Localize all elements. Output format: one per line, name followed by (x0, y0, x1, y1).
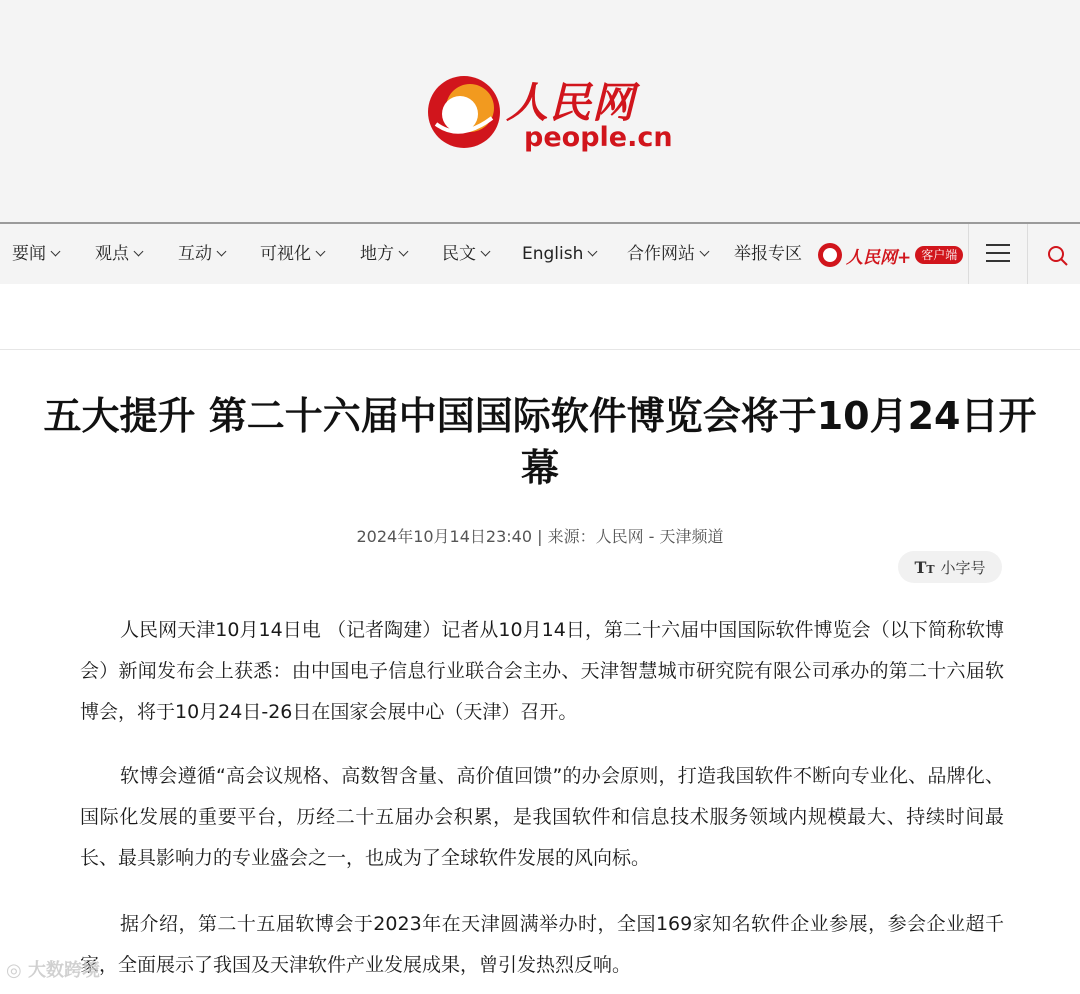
watermark (6, 956, 100, 982)
logo-domain-text: people.cn (524, 122, 673, 153)
nav-label: 地方 (360, 244, 394, 264)
nav-item-keshihua[interactable] (260, 224, 324, 284)
nav-label: 可视化 (260, 244, 311, 264)
nav-item-difang[interactable] (360, 224, 407, 284)
chevron-down-icon (134, 247, 144, 257)
font-size-button[interactable] (898, 551, 1002, 583)
article-paragraph: 人民网天津10月14日电 （记者陶建）记者从10月14日，第二十六届中国国际软件博览会（以下简称软博会）新闻发布会上获悉：由中国电子信息行业联合会主办、天津智慧城市研究院有限公司承办的第二十六届软博会，将于10月24日-26日在国家会展中心（天津）召开。 (80, 619, 1004, 723)
chevron-down-icon (481, 247, 491, 257)
app-download-link[interactable] (818, 242, 963, 268)
nav-item-minwen[interactable] (442, 224, 489, 284)
people-logo-emblem-icon (426, 72, 506, 152)
nav-label: 民文 (442, 244, 476, 264)
app-tag: 客户端 (915, 246, 963, 264)
nav-item-jubao[interactable] (734, 224, 802, 284)
article-title: 五大提升 第二十六届中国国际软件博览会将于10月24日开幕 (43, 394, 1037, 490)
article-paragraph: 软博会遵循“高会议规格、高数智含量、高价值回馈”的办会原则，打造我国软件不断向专业化、品牌化、国际化发展的重要平台，历经二十五届办会积累，是我国软件和信息技术服务领域内规模最大、持续时间最长、最具影响力的专业盛会之一，也成为了全球软件发展的风向标。 (80, 765, 1004, 869)
nav-label: 要闻 (12, 244, 46, 264)
article-meta: 2024年10月14日23:40 | 来源：人民网 - 天津频道 (356, 527, 724, 546)
nav-item-yaowen[interactable] (12, 224, 59, 284)
nav-divider (968, 224, 969, 284)
chevron-down-icon (51, 247, 61, 257)
nav-label: 互动 (178, 244, 212, 264)
nav-label: 观点 (95, 244, 129, 264)
search-icon[interactable] (1046, 244, 1070, 268)
chevron-down-icon (700, 247, 710, 257)
chevron-down-icon (217, 247, 227, 257)
nav-item-english[interactable] (522, 224, 596, 284)
font-size-icon: TT (914, 557, 935, 577)
nav-item-guandian[interactable] (95, 224, 142, 284)
nav-item-hezuo[interactable] (627, 224, 708, 284)
menu-icon[interactable] (986, 244, 1010, 264)
content-divider (0, 349, 1080, 350)
font-size-label: 小字号 (940, 558, 986, 577)
site-logo[interactable] (426, 66, 673, 162)
chevron-down-icon (399, 247, 409, 257)
nav-label: English (522, 244, 584, 264)
app-name: 人民网+ (846, 247, 912, 268)
nav-item-hudong[interactable] (178, 224, 225, 284)
logo-chinese-text: 人民网 (506, 78, 636, 127)
people-app-logo-icon (818, 243, 842, 267)
watermark-text: 大数跨境 (28, 960, 100, 981)
nav-divider (1027, 224, 1028, 284)
main-nav (0, 222, 1080, 284)
site-header (0, 0, 1080, 222)
chevron-down-icon (588, 247, 598, 257)
nav-label: 举报专区 (734, 244, 802, 264)
article-paragraph: 据介绍，第二十五届软博会于2023年在天津圆满举办时，全国169家知名软件企业参展，参会企业超千家，全面展示了我国及天津软件产业发展成果，曾引发热烈反响。 (80, 913, 1004, 976)
watermark-logo-icon: ◎ (6, 960, 22, 981)
nav-label: 合作网站 (627, 244, 695, 264)
chevron-down-icon (316, 247, 326, 257)
